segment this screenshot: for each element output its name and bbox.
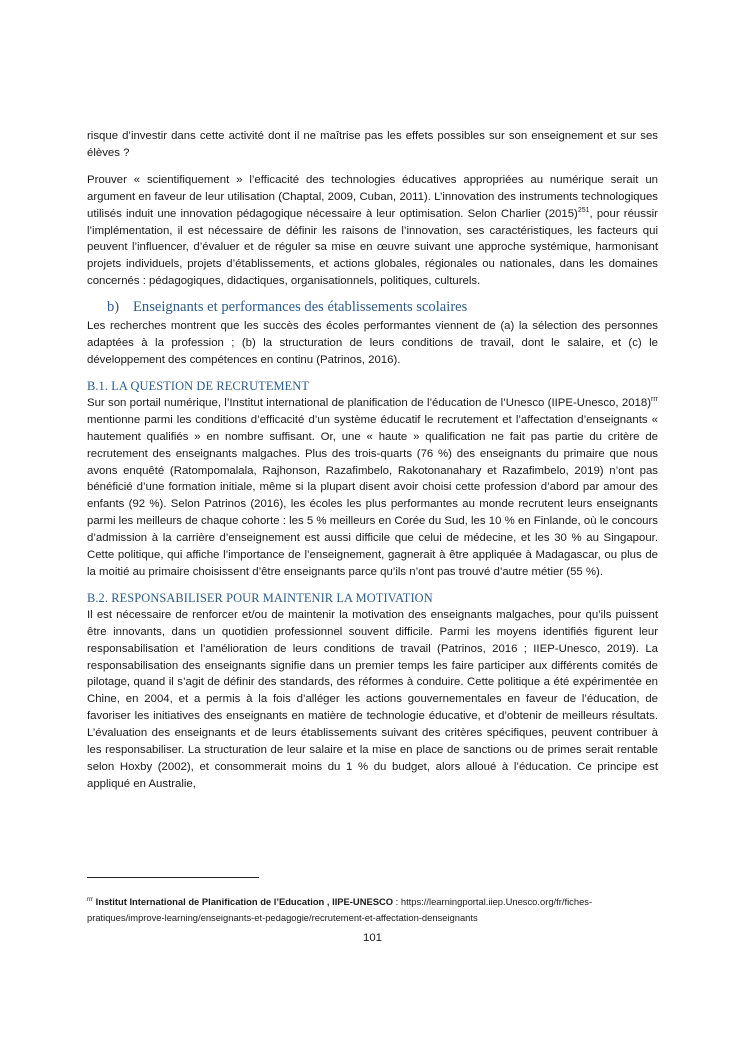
footnote (87, 894, 658, 926)
paragraph-3: Les recherches montrent que les succès des écoles performantes viennent de (a) la sélection des personnes adaptées à la profession ; (b) la structuration de leurs conditions de travail, dont le salaire, et (c) le développement des compétences en continu (Patrinos, 2016). (87, 320, 658, 366)
section-heading-title: Enseignants et performances des établissements scolaires (133, 299, 468, 316)
footnote-marker: rrr (87, 897, 93, 903)
paragraph-1: risque d’investir dans cette activité dont il ne maîtrise pas les effets possibles sur son enseignement et sur ses élèves ? (87, 130, 658, 159)
page-body (87, 128, 658, 793)
subheading-b1: B.1. LA QUESTION DE RECRUTEMENT (87, 378, 309, 393)
footnote-url-text: : https://learningportal.iiep.Unesco.org/fr/fiches-pratiques/improve-learning/enseignants-et-pedagogie/recrutement-et-affectation-denseignants (87, 896, 593, 923)
footnote-separator (87, 877, 259, 878)
section-heading-number: b) (107, 299, 120, 316)
paragraph-4-text-a: Sur son portail numérique, l’Institut international de planification de l’éducation de l’Unesco (IIPE-Unesco, 2018) (87, 396, 651, 409)
paragraph-2-text-a: Prouver « scientifiquement » l’efficacité des technologies éducatives appropriées au numérique serait un argument en faveur de leur utilisation (Chaptal, 2009, Cuban, 2011). L’innovation des instruments technologiques utilisés induit une innovation pédagogique nécessaire à leur optimisation. Selon Charlier (2015) (87, 173, 658, 220)
paragraph-4 (87, 395, 658, 581)
paragraph-2 (87, 172, 658, 290)
paragraph-4-text-b: mentionne parmi les conditions d’efficacité d’un système éducatif le recrutement et l’affectation d’enseignants « hautement qualifiés » en nombre suffisant. Or, une « haute » qualification ne fait pas partie du critère de recrutement des enseignants malgaches. Plus des trois-quarts (76 %) des enseignants du primaire que nous avons enquêté (Ratompomalala, Rajhonson, Razafimbelo, Rakotonanahary et Razafimbelo, 2019) n’ont pas bénéficié d’une formation initiale, même si la plupart disent avoir choisi cette profession d’abord par amour des enfants (92 %). Selon Patrinos (2016), les écoles les plus performantes au monde recrutent leurs enseignants parmi les meilleurs de chaque cohorte : les 5 % meilleurs en Corée du Sud, les 10 % en Finlande, où le concours d’admission à la carrière d’enseignement est aussi difficile que celui de médecine, et les 30 % au Singapour. Cette politique, qui affiche l’importance de l’enseignement, gagnerait à être appliquée à Madagascar, ou plus de la moitié au primaire choisissent d’être enseignants parce qu’ils n’ont pas trouvé d’autre métier (55 %). (87, 413, 658, 578)
subheading-b2: B.2. RESPONSABILISER POUR MAINTENIR LA MOTIVATION (87, 590, 433, 605)
footnote-ref-251: 251 (577, 206, 590, 214)
page-number: 101 (362, 932, 382, 944)
footnote-source: Institut International de Planification de l’Education , IIPE-UNESCO (95, 896, 394, 907)
paragraph-5: Il est nécessaire de renforcer et/ou de maintenir la motivation des enseignants malgaches, pour qu’ils puissent être innovants, dans un quotidien professionnel souvent difficile. Parmi les moyens identifiés figurent leur responsabilisation et l’amélioration de leurs conditions de travail (Patrinos, 2016 ; IIEP-Unesco, 2019). La responsabilisation des enseignants signifie dans un premier temps les faire participer aux différents comités de pilotage, quand il s’agit de définir des standards, des réformes à conduire. Cette politique a été expérimentée en Chine, en 2004, et a permis à la fois d’alléger les actions gouvernementales en faveur de l’éducation, de favoriser les initiatives des enseignants en matière de technologie éducative, et d’obtenir de meilleurs résultats. L’évaluation des enseignants et de leurs établissements suivant des critères spécifiques, peuvent contribuer à les responsabiliser. La structuration de leur salaire et la mise en place de sanctions ou de primes serait rentable selon Hoxby (2002), et consommerait moins du 1 % du budget, alors alloué à l’éducation. Ce principe est appliqué en Australie, (87, 608, 658, 790)
section-heading-b (107, 298, 658, 316)
paragraph-2-text-b: , pour réussir l’implémentation, il est nécessaire de définir les raisons de l’innovation, ses caractéristiques, les facteurs qui peuvent l’influencer, d’évaluer et de réguler sa mise en œuvre suivant une approche systémique, harmonisant projets individuels, projets d’établissements, et actions globales, régionales ou nationales, dans les domaines concernés : pédagogiques, didactiques, organisationnels, politiques, culturels. (87, 207, 658, 288)
footnote-ref-rrr: rrr (651, 395, 658, 403)
